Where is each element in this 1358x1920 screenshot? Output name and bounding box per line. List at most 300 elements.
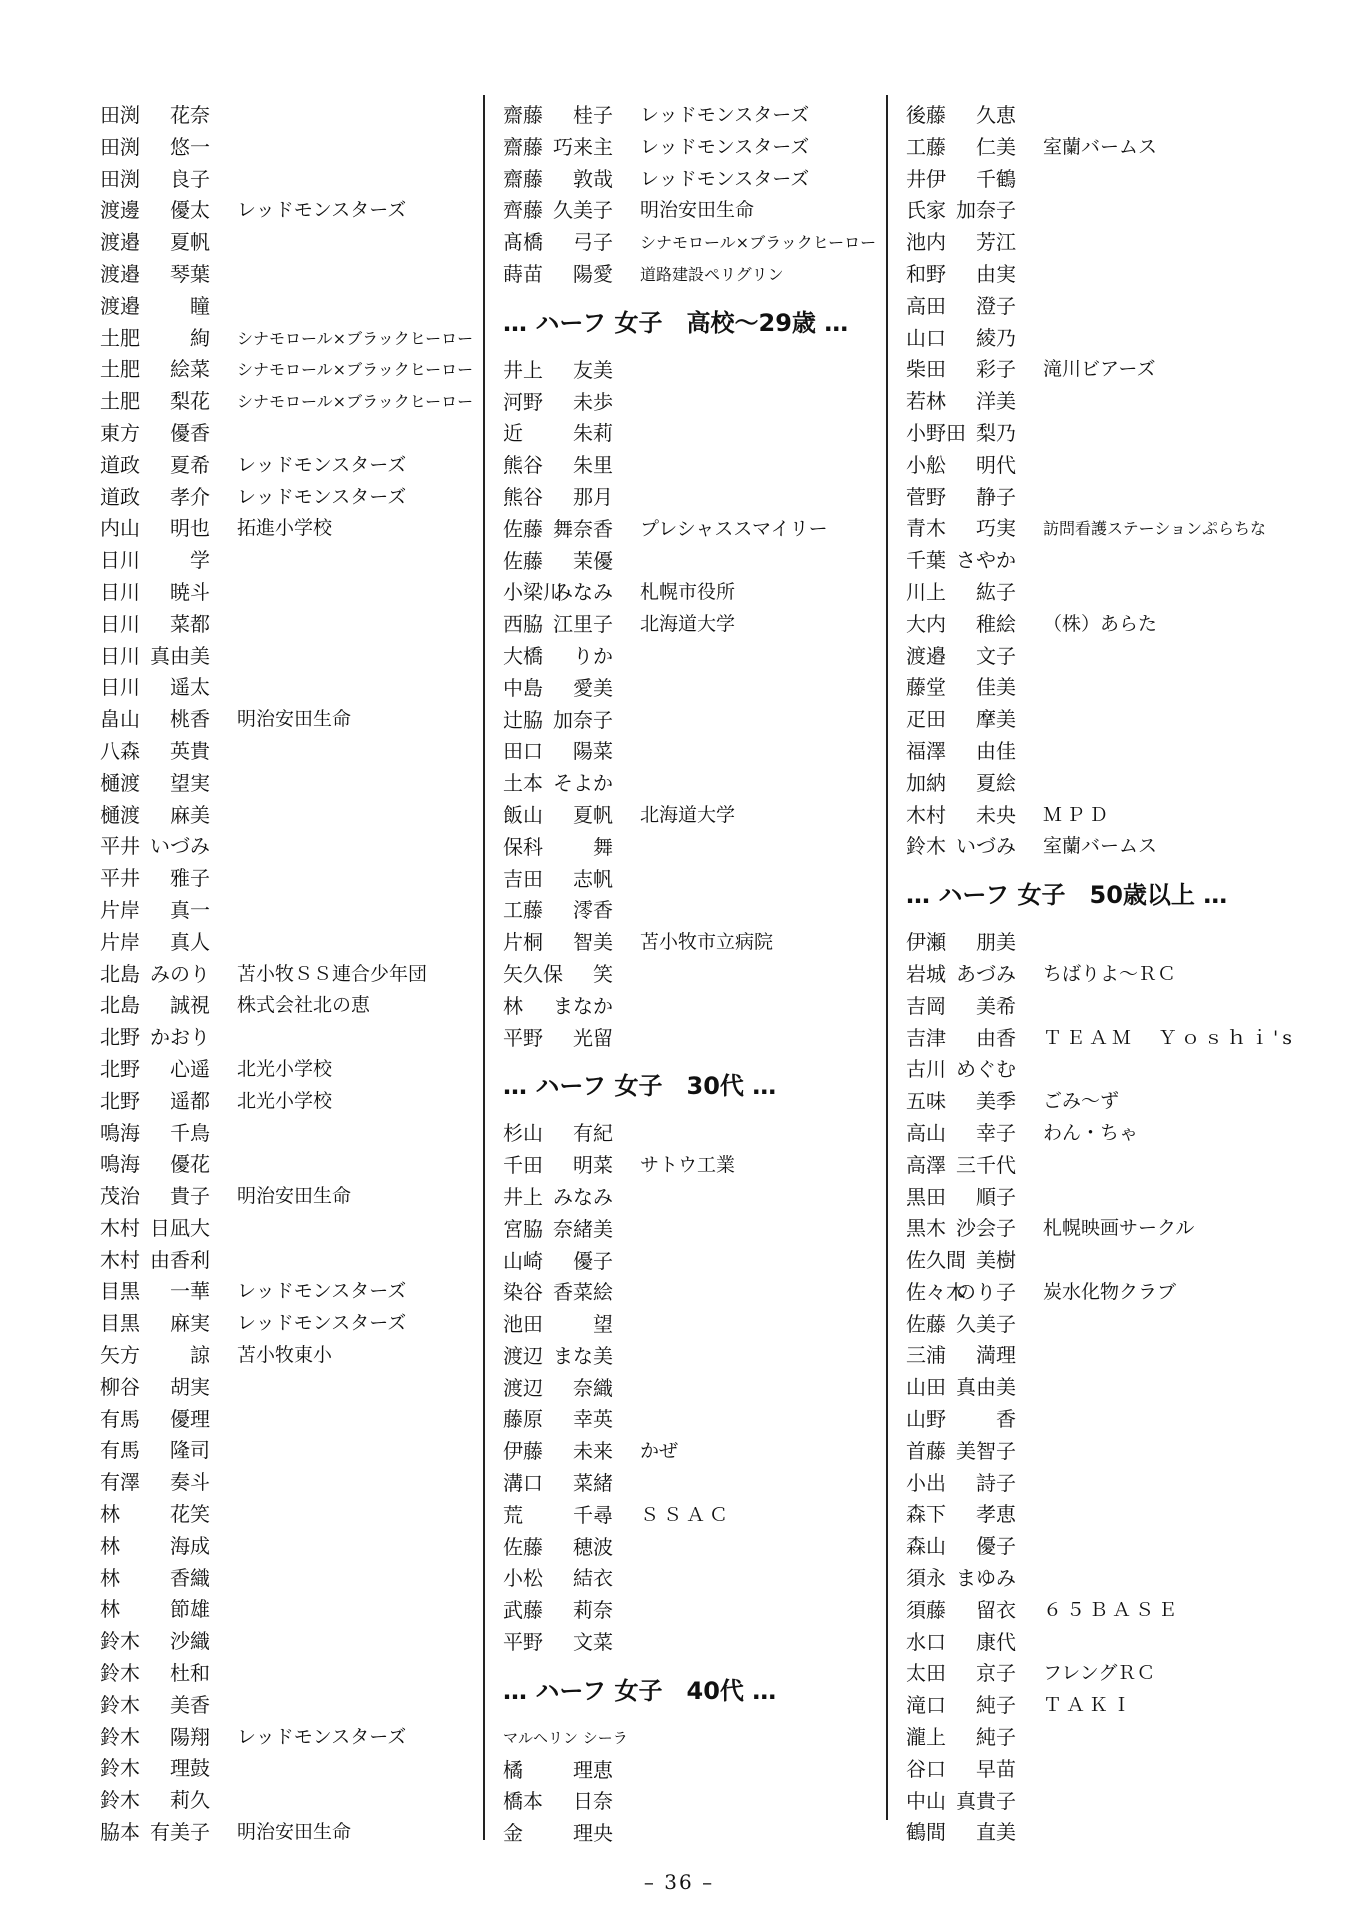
- first-name: 胡実: [170, 1374, 210, 1399]
- participant-row: [503, 1150, 873, 1182]
- participant-row: [906, 577, 1286, 609]
- last-name: 小出: [906, 1470, 946, 1495]
- participant-row: [100, 1149, 470, 1181]
- last-name: 染谷: [503, 1280, 543, 1305]
- first-name: 穂波: [573, 1534, 613, 1559]
- last-name: 水口: [906, 1629, 946, 1654]
- last-name: 佐藤: [503, 516, 543, 541]
- first-name: 梨乃: [976, 420, 1016, 445]
- first-name: 絢: [190, 325, 210, 350]
- participant-row: [503, 864, 873, 896]
- last-name: 川上: [906, 579, 946, 604]
- last-name: 橋本: [503, 1789, 543, 1814]
- last-name: 小梁川: [503, 580, 563, 605]
- first-name: 順子: [976, 1184, 1016, 1209]
- affiliation: 苫小牧ＳＳ連合少年団: [237, 962, 428, 985]
- participant-row: [503, 355, 873, 387]
- first-name: あづみ: [956, 961, 1016, 986]
- first-name: 一華: [170, 1279, 210, 1304]
- participant-row: [100, 1213, 470, 1245]
- last-name: 鈴木: [100, 1788, 140, 1813]
- first-name: 優花: [170, 1152, 210, 1177]
- first-name: 愛美: [573, 675, 613, 700]
- participant-row: [100, 1118, 470, 1150]
- participant-row: [503, 1723, 873, 1755]
- last-name: 中山: [906, 1788, 946, 1813]
- participant-row: [906, 323, 1286, 355]
- participant-row: [503, 609, 873, 641]
- participant-row: [100, 323, 474, 355]
- last-name: 蒔苗: [503, 261, 543, 286]
- last-name: 池内: [906, 230, 946, 255]
- participant-row: [503, 1309, 873, 1341]
- first-name: 江里子: [553, 612, 613, 637]
- first-name: 摩美: [976, 707, 1016, 732]
- affiliation: 北光小学校: [237, 1089, 333, 1112]
- first-name: 陽翔: [170, 1724, 210, 1749]
- last-name: 柳谷: [100, 1374, 140, 1399]
- last-name: 鳴海: [100, 1120, 140, 1145]
- last-name: 片岸: [100, 897, 140, 922]
- last-name: 佐藤: [906, 1311, 946, 1336]
- last-name: 土肥: [100, 357, 140, 382]
- participant-row: [100, 1722, 470, 1754]
- participant-row: [503, 1277, 873, 1309]
- first-name: 直美: [976, 1820, 1016, 1845]
- first-name: 由香: [976, 1025, 1016, 1050]
- first-name: 雅子: [170, 866, 210, 891]
- affiliation: 北光小学校: [237, 1057, 333, 1080]
- participant-row: [503, 195, 873, 227]
- last-name: 木村: [906, 802, 946, 827]
- first-name: 奈緒美: [553, 1216, 613, 1241]
- last-name: 西脇: [503, 612, 543, 637]
- first-name: 麻美: [170, 802, 210, 827]
- affiliation: 苫小牧市立病院: [640, 931, 774, 954]
- affiliation: シナモロール×ブラックヒーロー: [640, 233, 877, 253]
- last-name: 日川: [100, 548, 140, 573]
- participant-row: [906, 609, 1286, 641]
- participant-row: [503, 1023, 873, 1055]
- affiliation: ちばりよ～ＲＣ: [1043, 962, 1177, 985]
- first-name: 貴子: [170, 1184, 210, 1209]
- last-name: 渡辺: [503, 1375, 543, 1400]
- participant-row: [906, 1499, 1286, 1531]
- last-name: 脇本: [100, 1820, 140, 1845]
- first-name: 康代: [976, 1629, 1016, 1654]
- participant-row: [906, 704, 1286, 736]
- first-name: 優太: [170, 198, 210, 223]
- last-name: 鈴木: [100, 1692, 140, 1717]
- last-name: 首藤: [906, 1438, 946, 1463]
- first-name: 芳江: [976, 230, 1016, 255]
- participant-row: [906, 831, 1286, 863]
- last-name: 河野: [503, 389, 543, 414]
- participant-row: [100, 259, 470, 291]
- last-name: 木村: [100, 1247, 140, 1272]
- last-name: 佐藤: [503, 1534, 543, 1559]
- first-name: 奏斗: [170, 1470, 210, 1495]
- last-name: 山口: [906, 325, 946, 350]
- last-name: 伊瀬: [906, 930, 946, 955]
- last-name: 工藤: [503, 898, 543, 923]
- participant-row: [503, 705, 873, 737]
- first-name: 笑: [593, 961, 613, 986]
- first-name: 心遥: [170, 1056, 210, 1081]
- participant-row: [906, 1563, 1286, 1595]
- first-name: 未来: [573, 1439, 613, 1464]
- participant-row: [100, 1658, 470, 1690]
- first-name: 陽菜: [573, 739, 613, 764]
- category-heading: … ハーフ 女子 30代 …: [503, 1072, 777, 1101]
- participant-row: [503, 1118, 873, 1150]
- last-name: 高澤: [906, 1152, 946, 1177]
- participant-row: [906, 736, 1286, 768]
- affiliation: 札幌映画サークル: [1043, 1217, 1195, 1240]
- affiliation: 明治安田生命: [640, 199, 755, 222]
- participant-row: [503, 800, 873, 832]
- first-name: 隆司: [170, 1438, 210, 1463]
- first-name: 千鳥: [170, 1120, 210, 1145]
- last-name: 武藤: [503, 1598, 543, 1623]
- last-name: 日川: [100, 675, 140, 700]
- participant-row: [100, 768, 470, 800]
- first-name: 桂子: [573, 103, 613, 127]
- first-name: 美季: [976, 1089, 1016, 1114]
- participant-row: [906, 1595, 1286, 1627]
- participant-row: [503, 100, 873, 132]
- last-name: 内山: [100, 516, 140, 541]
- first-name: 茉優: [573, 548, 613, 573]
- first-name: 海成: [170, 1533, 210, 1558]
- first-name: 誠視: [170, 993, 210, 1018]
- last-name: 畠山: [100, 707, 140, 732]
- participant-row: [100, 1372, 470, 1404]
- affiliation: ＴＥＡＭ Ｙｏｓｈｉ's: [1043, 1026, 1296, 1049]
- participant-row: [503, 959, 873, 991]
- participant-row: [906, 1690, 1286, 1722]
- participant-row: [100, 450, 470, 482]
- participant-row: [100, 291, 470, 323]
- participant-row: [906, 1023, 1296, 1055]
- first-name: 由香利: [150, 1247, 210, 1272]
- participant-row: [906, 354, 1286, 386]
- last-name: 小松: [503, 1566, 543, 1591]
- affiliation: ＳＳＡＣ: [640, 1503, 733, 1526]
- participant-row: [503, 450, 873, 482]
- first-name: 優子: [573, 1248, 613, 1273]
- participant-row: [100, 800, 470, 832]
- last-name: 佐久間: [906, 1248, 966, 1273]
- first-name: 千鶴: [976, 166, 1016, 191]
- participant-row: [503, 1755, 873, 1787]
- last-name: 高山: [906, 1120, 946, 1145]
- affiliation: 炭水化物クラブ: [1043, 1280, 1177, 1303]
- last-name: 渡邉: [100, 293, 140, 318]
- first-name: 留衣: [976, 1597, 1016, 1622]
- participant-row: [906, 259, 1286, 291]
- last-name: 荒: [503, 1502, 523, 1527]
- first-name: 巧来主: [553, 134, 613, 159]
- participant-row: [503, 259, 873, 291]
- affiliation: フレングＲＣ: [1043, 1662, 1156, 1685]
- participant-row: [906, 1182, 1286, 1214]
- last-name: 鈴木: [100, 1756, 140, 1781]
- affiliation: レッドモンスターズ: [237, 199, 407, 222]
- last-name: 黒木: [906, 1216, 946, 1241]
- first-name: 幸子: [976, 1120, 1016, 1145]
- last-name: 矢久保: [503, 961, 563, 986]
- last-name: 鳴海: [100, 1152, 140, 1177]
- last-name: 宮脇: [503, 1216, 543, 1241]
- affiliation: 北海道大学: [640, 803, 736, 826]
- last-name: 道政: [100, 484, 140, 509]
- first-name: 真由美: [150, 643, 210, 668]
- first-name: 諒: [190, 1343, 210, 1368]
- first-name: 舞: [593, 834, 613, 859]
- participant-row: [503, 673, 873, 705]
- participant-row: [100, 990, 470, 1022]
- first-name: 美樹: [976, 1248, 1016, 1273]
- affiliation: 拓進小学校: [237, 517, 333, 540]
- last-name: 谷口: [906, 1756, 946, 1781]
- last-name: 藤原: [503, 1407, 543, 1432]
- participant-row: [906, 1245, 1286, 1277]
- affiliation: 札幌市役所: [640, 581, 736, 604]
- participant-row: [906, 1627, 1286, 1659]
- participant-row: [100, 577, 470, 609]
- first-name: 杜和: [170, 1661, 210, 1686]
- first-name: 香: [996, 1407, 1016, 1432]
- participant-row: [906, 1372, 1286, 1404]
- last-name: 北野: [100, 1056, 140, 1081]
- last-name: 滝口: [906, 1693, 946, 1718]
- first-name: 未央: [976, 802, 1016, 827]
- first-name: 結衣: [573, 1566, 613, 1591]
- last-name: 片岸: [100, 929, 140, 954]
- participant-row: [906, 195, 1286, 227]
- first-name: 美智子: [956, 1438, 1016, 1463]
- first-name: 美香: [170, 1692, 210, 1717]
- participant-row: [906, 1340, 1286, 1372]
- last-name: 土本: [503, 771, 543, 796]
- participant-row: [503, 387, 873, 419]
- participant-row: [100, 1531, 470, 1563]
- last-name: 杉山: [503, 1121, 543, 1146]
- participant-row: [503, 1500, 873, 1532]
- participant-row: [906, 1817, 1286, 1849]
- last-name: 氏家: [906, 198, 946, 223]
- participant-name: マルヘリン シーラ: [503, 1728, 628, 1747]
- participant-row: [906, 1468, 1286, 1500]
- participant-row: [503, 1563, 873, 1595]
- participant-row: [906, 768, 1286, 800]
- last-name: 黒田: [906, 1184, 946, 1209]
- affiliation: レッドモンスターズ: [640, 104, 810, 126]
- participant-row: [100, 1276, 470, 1308]
- participant-row: [100, 863, 470, 895]
- first-name: 紘子: [976, 579, 1016, 604]
- affiliation: レッドモンスターズ: [237, 1312, 407, 1335]
- last-name: 加納: [906, 770, 946, 795]
- first-name: 優子: [976, 1534, 1016, 1559]
- first-name: みなみ: [553, 1184, 613, 1209]
- first-name: 日奈: [573, 1789, 613, 1814]
- last-name: 田渕: [100, 134, 140, 159]
- participant-row: [906, 1404, 1286, 1436]
- participant-row: [100, 609, 470, 641]
- first-name: 加奈子: [956, 198, 1016, 223]
- affiliation: 訪問看護ステーションぷらちな: [1043, 519, 1267, 539]
- participant-row: [100, 1308, 470, 1340]
- first-name: 明代: [976, 452, 1016, 477]
- participant-row: [503, 768, 873, 800]
- first-name: そよか: [553, 771, 613, 796]
- participant-row: [503, 1404, 873, 1436]
- participant-row: [503, 1182, 873, 1214]
- first-name: 洋美: [976, 389, 1016, 414]
- last-name: 古川: [906, 1057, 946, 1082]
- page-number: – 36 –: [643, 1870, 715, 1894]
- first-name: 佳美: [976, 675, 1016, 700]
- last-name: 工藤: [906, 134, 946, 159]
- last-name: 疋田: [906, 707, 946, 732]
- participant-row: [503, 132, 873, 164]
- last-name: 樋渡: [100, 802, 140, 827]
- category-heading: … ハーフ 女子 50歳以上 …: [906, 881, 1228, 910]
- participant-row: [100, 132, 470, 164]
- first-name: 澄子: [976, 293, 1016, 318]
- participant-row: [906, 1054, 1286, 1086]
- participant-row: [503, 1373, 873, 1405]
- first-name: 舞奈香: [553, 516, 613, 541]
- first-name: 理央: [573, 1821, 613, 1846]
- first-name: 沙会子: [956, 1216, 1016, 1241]
- last-name: 藤堂: [906, 675, 946, 700]
- first-name: 弓子: [573, 230, 613, 255]
- first-name: 理鼓: [170, 1756, 210, 1781]
- participant-row: [503, 1786, 873, 1818]
- last-name: 須藤: [906, 1597, 946, 1622]
- first-name: 真人: [170, 929, 210, 954]
- participant-row: [503, 1532, 873, 1564]
- last-name: 片桐: [503, 930, 543, 955]
- participant-row: [503, 736, 873, 768]
- first-name: 真一: [170, 897, 210, 922]
- column-divider-2: [886, 95, 888, 1820]
- participant-row: [503, 832, 873, 864]
- last-name: 平野: [503, 1025, 543, 1050]
- last-name: 佐々木: [906, 1279, 966, 1304]
- first-name: 香菜絵: [553, 1280, 613, 1305]
- participant-row: [503, 641, 873, 673]
- last-name: 鈴木: [100, 1661, 140, 1686]
- first-name: 節雄: [170, 1597, 210, 1622]
- first-name: まゆみ: [956, 1566, 1016, 1591]
- participant-row: [906, 672, 1286, 704]
- last-name: 井上: [503, 357, 543, 382]
- participant-row: [100, 1499, 470, 1531]
- last-name: 橘: [503, 1757, 523, 1782]
- last-name: 青木: [906, 516, 946, 541]
- first-name: 夏希: [170, 452, 210, 477]
- first-name: 暁斗: [170, 579, 210, 604]
- first-name: 明菜: [573, 1153, 613, 1178]
- first-name: 優理: [170, 1406, 210, 1431]
- first-name: さやか: [956, 548, 1016, 573]
- last-name: 瀧上: [906, 1725, 946, 1750]
- first-name: 純子: [976, 1693, 1016, 1718]
- participant-row: [906, 386, 1286, 418]
- participant-row: [503, 482, 873, 514]
- first-name: 孝介: [170, 484, 210, 509]
- first-name: 澪香: [573, 898, 613, 923]
- last-name: 林: [100, 1565, 120, 1590]
- participant-row: [503, 1341, 873, 1373]
- participant-row: [503, 1214, 873, 1246]
- last-name: 小野田: [906, 420, 966, 445]
- last-name: 太田: [906, 1661, 946, 1686]
- participant-row: [100, 1467, 470, 1499]
- first-name: 遥都: [170, 1088, 210, 1113]
- first-name: 未歩: [573, 389, 613, 414]
- first-name: 朱莉: [573, 421, 613, 446]
- participant-row: [906, 1436, 1286, 1468]
- first-name: 敦哉: [573, 166, 613, 191]
- last-name: 齋藤: [503, 166, 543, 191]
- last-name: 山野: [906, 1407, 946, 1432]
- first-name: 夏帆: [170, 230, 210, 255]
- participant-row: [100, 1626, 470, 1658]
- last-name: 北島: [100, 961, 140, 986]
- participant-row: [100, 195, 470, 227]
- affiliation: わん・ちゃ: [1043, 1121, 1139, 1144]
- participant-row: [100, 831, 470, 863]
- participant-row: [503, 1468, 873, 1500]
- participant-row: [906, 1658, 1286, 1690]
- affiliation: シナモロール×ブラックヒーロー: [237, 360, 474, 380]
- last-name: 高田: [906, 293, 946, 318]
- affiliation: ごみ～ず: [1043, 1090, 1120, 1113]
- first-name: 莉久: [170, 1788, 210, 1813]
- first-name: 絵菜: [170, 357, 210, 382]
- last-name: 日川: [100, 579, 140, 604]
- last-name: 北野: [100, 1025, 140, 1050]
- participant-row: [906, 927, 1286, 959]
- first-name: 英貴: [170, 738, 210, 763]
- participant-row: [503, 991, 873, 1023]
- first-name: みなみ: [553, 580, 613, 605]
- affiliation: レッドモンスターズ: [237, 453, 407, 476]
- participant-row: [100, 672, 470, 704]
- participant-row: [906, 418, 1286, 450]
- affiliation: 北海道大学: [640, 613, 736, 636]
- affiliation: レッドモンスターズ: [237, 1725, 407, 1748]
- last-name: 齋藤: [503, 103, 543, 127]
- last-name: 道政: [100, 452, 140, 477]
- last-name: 千田: [503, 1153, 543, 1178]
- last-name: 齊藤: [503, 198, 543, 223]
- first-name: 文子: [976, 643, 1016, 668]
- participant-row: [906, 291, 1286, 323]
- first-name: 久恵: [976, 103, 1016, 127]
- last-name: 平井: [100, 866, 140, 891]
- participant-row: [100, 1435, 470, 1467]
- first-name: 望: [593, 1312, 613, 1337]
- participant-row: [100, 513, 470, 545]
- first-name: 真貴子: [956, 1788, 1016, 1813]
- first-name: 加奈子: [553, 707, 613, 732]
